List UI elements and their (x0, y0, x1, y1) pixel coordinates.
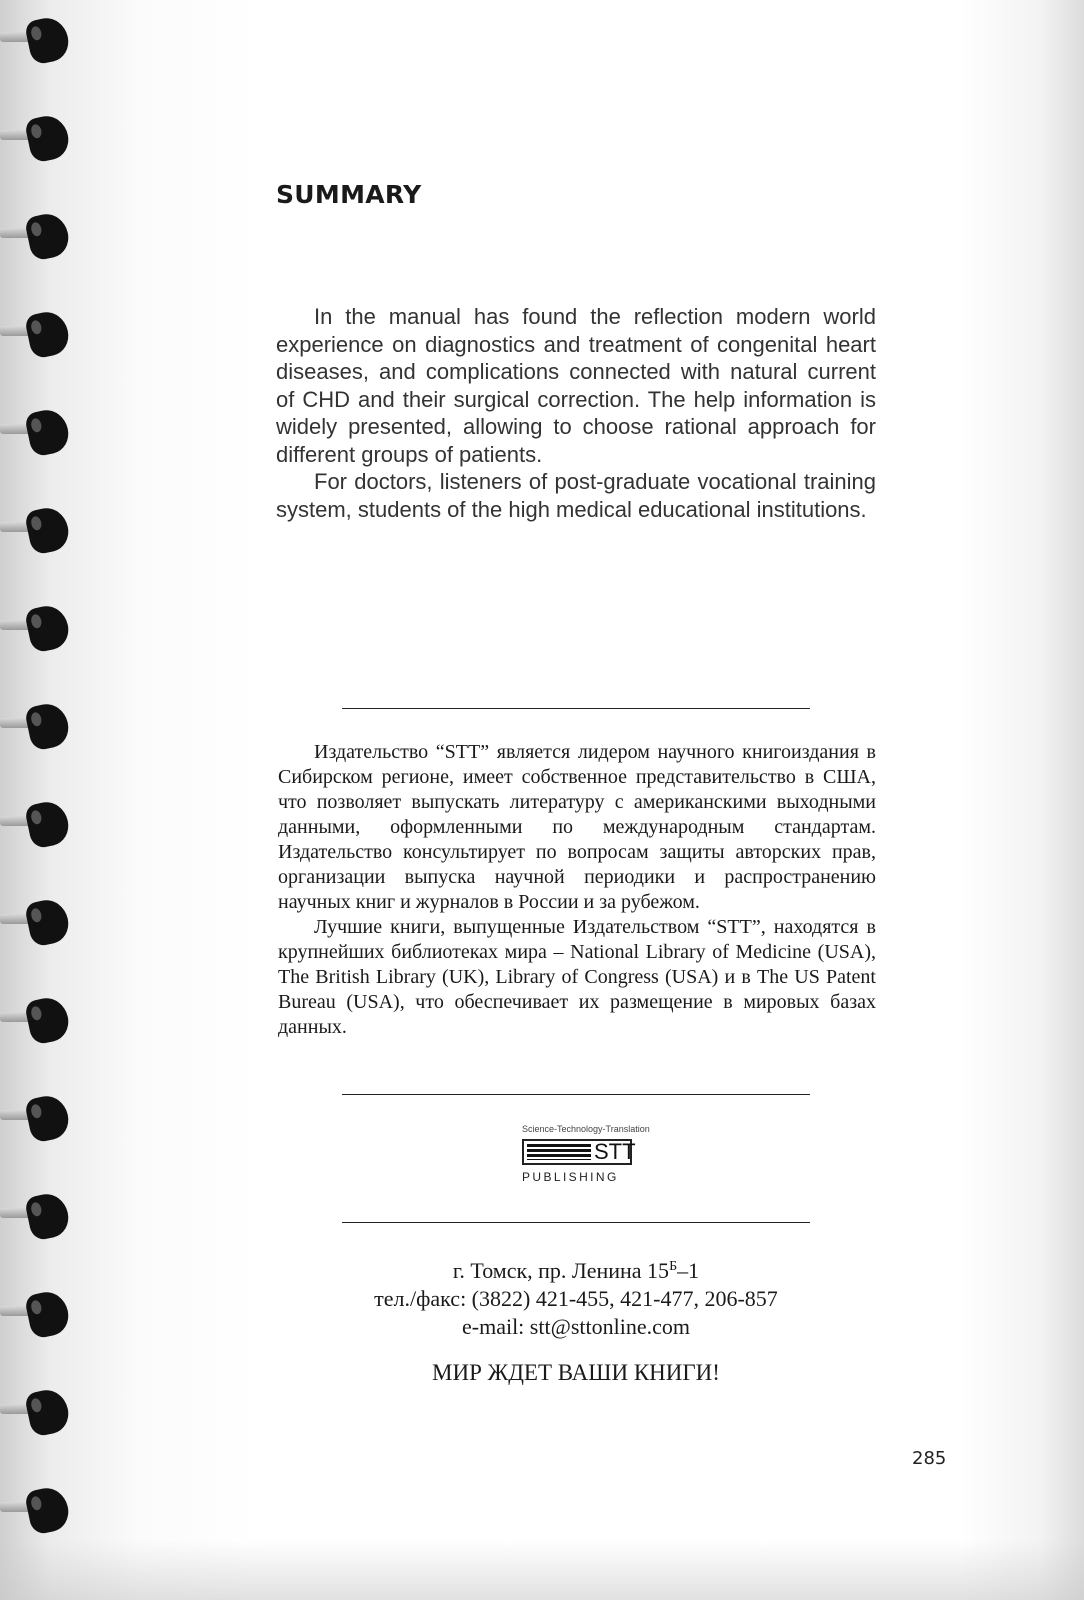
address-building-letter: Б (669, 1259, 678, 1274)
summary-paragraph: For doctors, listeners of post-graduate vocational training system, students of the high medical educational institutions. (276, 469, 876, 522)
binding-ring (0, 1190, 76, 1238)
email-line: e-mail: stt@sttonline.com (461, 1314, 690, 1339)
page-shadow (0, 1540, 1084, 1600)
binding-ring (0, 1386, 76, 1434)
binding-ring (0, 504, 76, 552)
binding-ring (0, 210, 76, 258)
binding-ring (0, 798, 76, 846)
binding-ring (0, 406, 76, 454)
address-street: г. Томск, пр. Ленина 15 (452, 1258, 670, 1283)
logo-stripes-icon (527, 1144, 591, 1160)
publisher-paragraph: Издательство “STT” является лидером научного книгоиздания в Сибирском регионе, имеет собственное представительство в США, что позволяет выпускать литературу с американскими выходными данными, оформленными по международным стандартам. Издательство консультирует по вопросам защиты авторских прав, организации выпуска научной периодики и распространению научных книг и журналов в России и за рубежом. (278, 741, 876, 913)
publisher-paragraph: Лучшие книги, выпущенные Издательством “STT”, находятся в крупнейших библиотеках мира – National Library of Medicine (USA), The British Library (UK), Library of Congress (USA) и в The US Patent Bureau (USA), что обеспечивает их размещение в мировых базах данных. (278, 916, 876, 1038)
divider-top (342, 708, 810, 709)
binding-ring (0, 308, 76, 356)
slogan: МИР ЖДЕТ ВАШИ КНИГИ! (432, 1360, 720, 1385)
address-line (276, 1253, 876, 1285)
logo-mark (522, 1139, 636, 1165)
binding-ring (0, 602, 76, 650)
binding-ring (0, 14, 76, 62)
binding-ring (0, 994, 76, 1042)
publisher-contacts (276, 1253, 876, 1341)
page-number: 285 (912, 1448, 947, 1469)
summary-body (276, 303, 876, 523)
binding-ring (0, 1288, 76, 1336)
binding-ring (0, 896, 76, 944)
divider-bottom (342, 1222, 810, 1223)
binding-ring (0, 1092, 76, 1140)
divider-middle (342, 1094, 810, 1095)
logo-tagline: Science-Technology-Translation (522, 1124, 650, 1134)
summary-title: SUMMARY (276, 180, 422, 209)
logo-wordmark: STT (594, 1139, 636, 1164)
binding-ring (0, 112, 76, 160)
binding-ring (0, 700, 76, 748)
logo-caption: PUBLISHING (522, 1170, 619, 1184)
binding-ring (0, 1484, 76, 1532)
spiral-binding (0, 0, 80, 1600)
phone-line: тел./факс: (3822) 421-455, 421-477, 206-857 (374, 1286, 778, 1311)
summary-paragraph: In the manual has found the reflection modern world experience on diagnostics and treatment of congenital heart diseases, and complications connected with natural current of CHD and their surgical correction. The help information is widely presented, allowing to choose rational approach for different groups of patients. (276, 304, 876, 467)
stt-publishing-logo (500, 1124, 650, 1188)
address-office: –1 (677, 1258, 700, 1283)
publisher-info (278, 740, 876, 1040)
